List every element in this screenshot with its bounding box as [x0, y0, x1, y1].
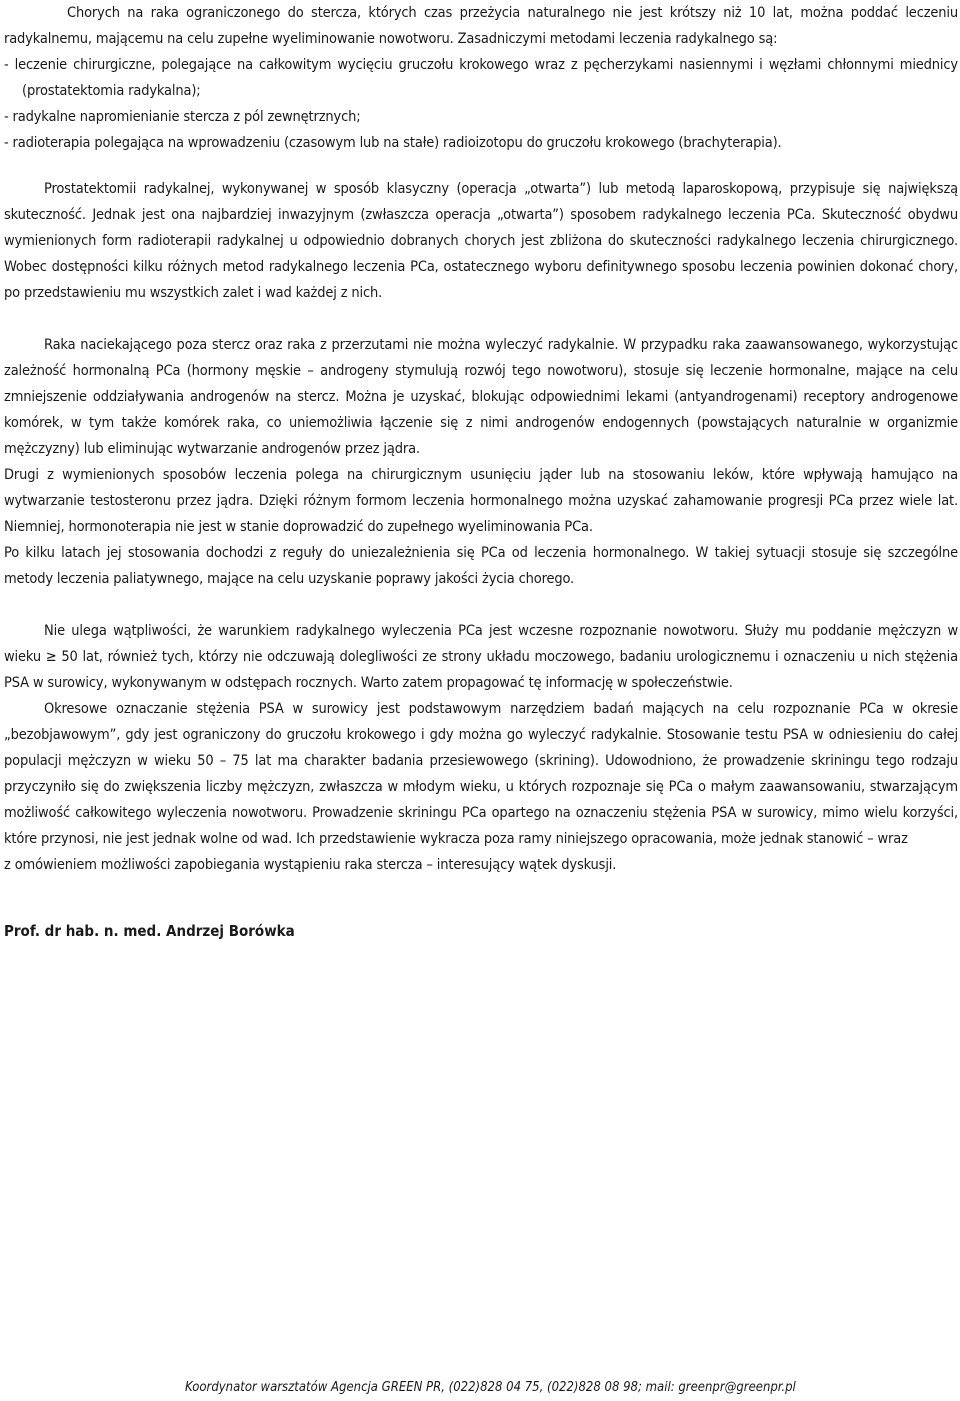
paragraph-hormonal: Raka naciekającego poza stercz oraz raka z przerzutami nie można wyleczyć radykalnie. W przypadku raka zaawansowanego, wykorzystując zależność hormonalną PCa (hormony męskie – androgeny stymulują rozwój tego nowotworu), stosuje się leczenie hormonalne, mające na celu zmniejszenie oddziaływania androgenów na stercz. Można je uzyskać, blokując odpowiednimi lekami (antyandrogenami) receptory androgenowe komórek, w tym także komórek raka, co uniemożliwia łączenie się z nimi androgenów endogennych (powstających naturalnie w organizmie mężczyzny) lub eliminując wytwarzanie androgenów przez jądra.	[4, 337, 958, 457]
paragraph-palliative: Po kilku latach jej stosowania dochodzi z reguły do uniezależnienia się PCa od leczenia hormonalnego. W takiej sytuacji stosuje się szczególne metody leczenia paliatywnego, mające na celu uzyskanie poprawy jakości życia chorego.	[4, 545, 958, 587]
intro-paragraph: Chorych na raka ograniczonego do stercza, których czas przeżycia naturalnego nie jest krótszy niż 10 lat, można poddać leczeniu radykalnemu, mającemu na celu zupełne wyeliminowanie nowotworu. Zasadniczymi metodami leczenia radykalnego są:	[4, 5, 958, 47]
list-item-radiation: - radykalne napromienianie stercza z pól zewnętrznych;	[4, 109, 361, 125]
paragraph-early-detection: Nie ulega wątpliwości, że warunkiem radykalnego wyleczenia PCa jest wczesne rozpoznanie nowotworu. Służy mu poddanie mężczyzn w wieku ≥ 50 lat, również tych, którzy nie odczuwają dolegliwości ze strony układu moczowego, badaniu urologicznemu i oznaczeniu u nich stężenia PSA w surowicy, wykonywanym w odstępach rocznych. Warto zatem propagować tę informację w społeczeństwie.	[4, 623, 958, 691]
list-item-brachytherapy: - radioterapia polegająca na wprowadzeniu (czasowym lub na stałe) radioizotopu do gruczołu krokowego (brachyterapia).	[4, 135, 782, 151]
paragraph-psa-screening-end: z omówieniem możliwości zapobiegania wystąpieniu raka stercza – interesujący wątek dyskusji.	[4, 857, 617, 873]
author-signature: Prof. dr hab. n. med. Andrzej Borówka	[4, 922, 295, 940]
footer-contact: Koordynator warsztatów Agencja GREEN PR, (022)828 04 75, (022)828 08 98; mail: greenpr@greenpr.pl	[185, 1380, 796, 1395]
paragraph-castration: Drugi z wymienionych sposobów leczenia polega na chirurgicznym usunięciu jąder lub na stosowaniu leków, które wpływają hamująco na wytwarzanie testosteronu przez jądra. Dzięki różnym formom leczenia hormonalnego można uzyskać zahamowanie progresji PCa przez wiele lat. Niemniej, hormonoterapia nie jest w stanie doprowadzić do zupełnego wyeliminowania PCa.	[4, 467, 958, 535]
paragraph-prostatectomy: Prostatektomii radykalnej, wykonywanej w sposób klasyczny (operacja „otwarta”) lub metodą laparoskopową, przypisuje się największą skuteczność. Jednak jest ona najbardziej inwazyjnym (zwłaszcza operacja „otwarta”) sposobem radykalnego leczenia PCa. Skuteczność obydwu wymienionych form radioterapii radykalnej u odpowiednio dobranych chorych jest zbliżona do skuteczności radykalnego leczenia chirurgicznego. Wobec dostępności kilku różnych metod radykalnego leczenia PCa, ostatecznego wyboru definitywnego sposobu leczenia powinien dokonać chory, po przedstawieniu mu wszystkich zalet i wad każdej z nich.	[4, 181, 958, 301]
document-page	[4, 0, 958, 944]
list-item-surgery: - leczenie chirurgiczne, polegające na całkowitym wycięciu gruczołu krokowego wraz z pęcherzykami nasiennymi i węzłami chłonnymi miednicy (prostatektomia radykalna);	[4, 57, 958, 99]
paragraph-psa-screening: Okresowe oznaczanie stężenia PSA w surowicy jest podstawowym narzędziem badań mających na celu rozpoznanie PCa w okresie „bezobjawowym”, gdy jest ograniczony do gruczołu krokowego i gdy można go wyleczyć radykalnie. Stosowanie testu PSA w odniesieniu do całej populacji mężczyzn w wieku 50 – 75 lat ma charakter badania przesiewowego (skrining). Udowodniono, że prowadzenie skriningu tego rodzaju przyczyniło się do zwiększenia liczby mężczyzn, zwłaszcza w młodym wieku, u których rozpoznaje się PCa o małym zaawansowaniu, stwarzającym możliwość całkowitego wyleczenia nowotworu. Prowadzenie skriningu PCa opartego na oznaczeniu stężenia PSA w surowicy, mimo wielu korzyści, które przynosi, nie jest jednak wolne od wad. Ich przedstawienie wykracza poza ramy niniejszego opracowania, może jednak stanowić – wraz	[4, 701, 958, 847]
